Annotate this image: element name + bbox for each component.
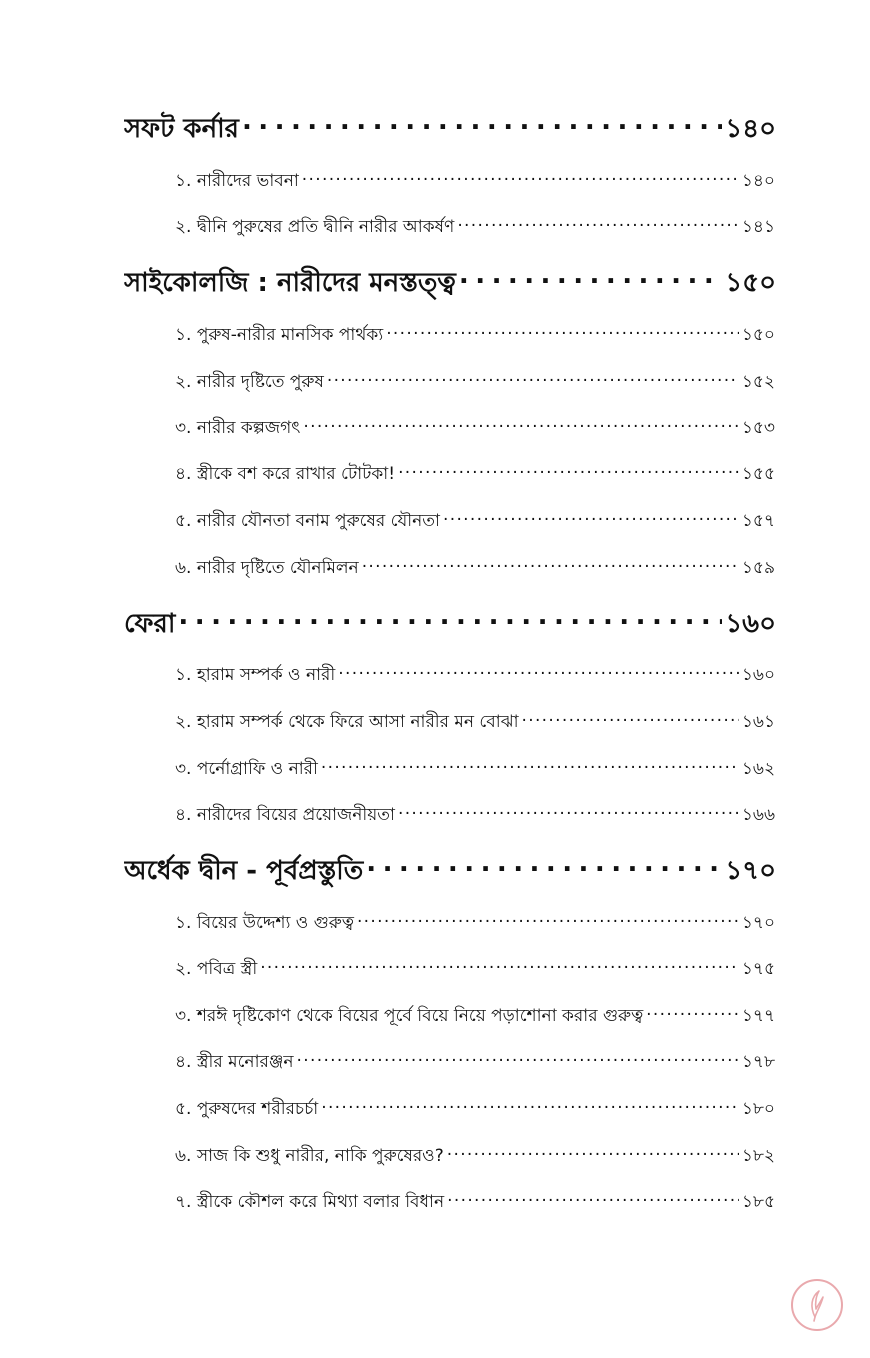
chapter-page-number: ১৫০ [725,268,776,298]
dot-leader [366,853,722,879]
toc-item-title: ১. হারাম সম্পর্ক ও নারী [175,665,336,685]
toc-item [175,1096,775,1124]
toc-item-page-number: ১৮২ [741,1146,775,1166]
dot-leader [321,757,739,774]
dot-leader [459,265,722,291]
toc-item-page-number: ১৫৫ [741,464,775,484]
toc-item-title: ৫. পুরুষদের শরীরচর্চা [175,1099,319,1119]
toc-item [175,662,775,690]
chapter-title: ফেরা [124,609,176,639]
toc-item-page-number: ১৮৫ [741,1192,775,1212]
toc-item [175,369,775,397]
quill-logo-icon [793,1281,841,1329]
toc-item-title: ২. হারাম সম্পর্ক থেকে ফিরে আসা নারীর মন বোঝা [175,712,519,732]
toc-item [175,461,775,489]
toc-item-page-number: ১৫৭ [741,511,775,531]
toc-item [175,910,775,938]
toc-item-page-number: ১৭৫ [741,959,775,979]
toc-item [175,756,775,784]
toc-item [175,1189,775,1217]
toc-item-title: ৬. সাজ কি শুধু নারীর, নাকি পুরুষেরও? [175,1146,444,1166]
dot-leader [362,556,739,573]
dot-leader [242,111,722,137]
dot-leader [447,1190,739,1207]
chapter-page-number: ১৭০ [725,856,776,886]
dot-leader [522,710,739,727]
toc-item-page-number: ১৬৬ [741,805,775,825]
toc-item [175,555,775,583]
toc-item-page-number: ১৬২ [741,759,775,779]
toc-item [175,168,775,196]
toc-item-title: ৪. স্ত্রীর মনোরঞ্জন [175,1052,294,1072]
chapter-page-number: ১৪০ [725,114,776,144]
dot-leader [398,462,739,479]
toc-item-page-number: ১৪১ [741,217,775,237]
toc-item-title: ৫. নারীর যৌনতা বনাম পুরুষের যৌনতা [175,511,440,531]
toc-item [175,415,775,443]
dot-leader [297,1050,739,1067]
chapter-heading [124,262,776,306]
chapter-page-number: ১৬০ [725,609,776,639]
chapter-heading [124,850,776,894]
toc-item-page-number: ১৫৩ [741,418,775,438]
toc-item-title: ৩. শরঈ দৃষ্টিকোণ থেকে বিয়ের পূর্বে বিয়ে নিয়ে পড়াশোনা করার গুরুত্ব [175,1006,644,1026]
toc-item-page-number: ১৪০ [741,171,775,191]
dot-leader [303,416,739,433]
toc-item [175,1049,775,1077]
toc-item-title: ২. নারীর দৃষ্টিতে পুরুষ [175,372,324,392]
toc-item-title: ৪. নারীদের বিয়ের প্রয়োজনীয়তা [175,805,395,825]
toc-item-title: ২. দ্বীনি পুরুষের প্রতি দ্বীনি নারীর আকর্ষণ [175,217,455,237]
toc-item-title: ১. পুরুষ-নারীর মানসিক পার্থক্য [175,325,384,345]
toc-item-page-number: ১৫০ [741,325,775,345]
toc-item-page-number: ১৭৮ [741,1052,775,1072]
dot-leader [447,1144,739,1161]
toc-item-page-number: ১৫২ [741,372,775,392]
toc-item [175,508,775,536]
toc-item-title: ২. পবিত্র স্ত্রী [175,959,258,979]
dot-leader [398,803,739,820]
toc-item-title: ৭. স্ত্রীকে কৌশল করে মিথ্যা বলার বিধান [175,1192,445,1212]
toc-item [175,322,775,350]
toc-item-title: ৬. নারীর দৃষ্টিতে যৌনমিলন [175,558,359,578]
dot-leader [338,663,739,680]
toc-item [175,1143,775,1171]
dot-leader [646,1004,739,1021]
dot-leader [327,370,739,387]
toc-item [175,1003,775,1031]
chapter-heading [124,108,776,152]
toc-item-title: ৩. নারীর কল্পজগৎ [175,418,301,438]
chapter-title: অর্ধেক দ্বীন - পূর্বপ্রস্তুতি [124,856,364,886]
toc-item-title: ১. বিয়ের উদ্দেশ্য ও গুরুত্ব [175,913,354,933]
dot-leader [302,169,739,186]
publisher-logo [791,1279,843,1331]
toc-item-title: ১. নারীদের ভাবনা [175,171,299,191]
toc-item-page-number: ১৬০ [741,665,775,685]
toc-item-page-number: ১৬১ [741,712,775,732]
toc-item-page-number: ১৮০ [741,1099,775,1119]
toc-item [175,709,775,737]
toc-item-title: ৪. স্ত্রীকে বশ করে রাখার টোটকা! [175,464,396,484]
toc-item [175,802,775,830]
chapter-title: সফট কর্নার [124,114,239,144]
toc-item [175,214,775,242]
toc-item-page-number: ১৭৭ [741,1006,775,1026]
dot-leader [443,509,739,526]
dot-leader [457,215,739,232]
dot-leader [321,1097,739,1114]
chapter-heading [124,603,776,647]
toc-item-page-number: ১৭০ [741,913,775,933]
toc-item-title: ৩. পর্নোগ্রাফি ও নারী [175,759,318,779]
dot-leader [386,323,739,340]
chapter-title: সাইকোলজি : নারীদের মনস্তত্ত্ব [124,268,456,298]
dot-leader [260,957,739,974]
dot-leader [357,911,739,928]
toc-item-page-number: ১৫৯ [741,558,775,578]
toc-item [175,956,775,984]
dot-leader [178,606,722,632]
